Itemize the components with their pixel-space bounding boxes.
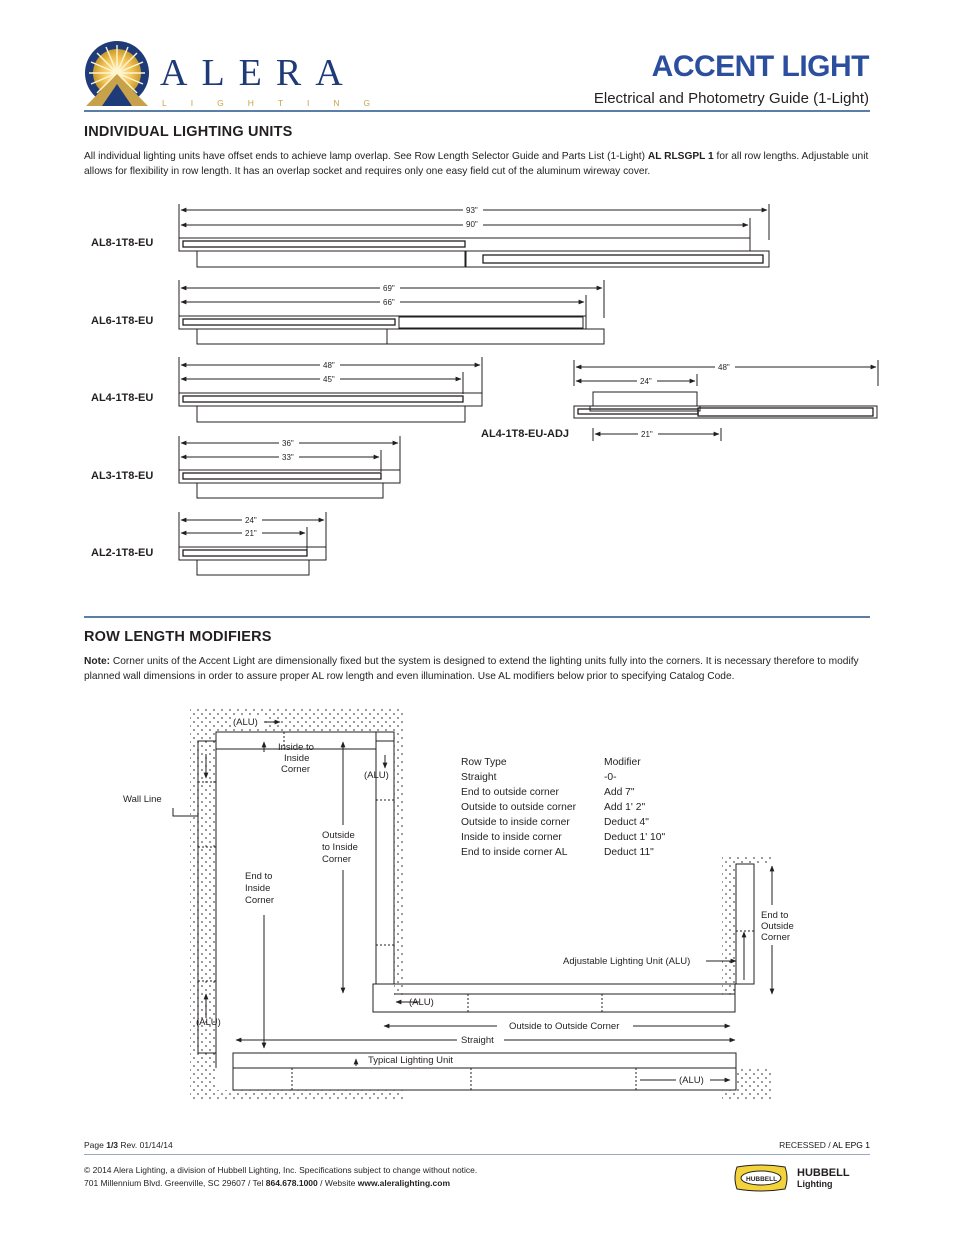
page-prefix: Page [84, 1140, 107, 1150]
al3-overall-dim: 36" [282, 439, 294, 448]
row-modifier: Deduct 4" [604, 817, 649, 828]
row-modifier: Deduct 1' 10" [604, 832, 666, 843]
hubbell-badge-text: HUBBELL [746, 1176, 778, 1183]
al8-inner-dim: 90" [466, 220, 478, 229]
modifiers-note [84, 654, 870, 684]
inside-inside-label-2: Inside [284, 753, 310, 764]
address-line [84, 1178, 450, 1188]
inside-inside-label-3: Corner [281, 764, 311, 775]
alu-label-mid: (ALU) [409, 997, 434, 1008]
row-type: End to inside corner AL [461, 847, 568, 858]
header-rule [84, 110, 870, 112]
page-title: ACCENT LIGHT [651, 50, 869, 83]
section-rule [84, 616, 870, 618]
unit-label-al6: AL6-1T8-EU [91, 315, 154, 327]
alu-label-top: (ALU) [233, 717, 258, 728]
outside-inside-label-3: Corner [322, 854, 352, 865]
al4-inner-dim: 45" [323, 375, 335, 384]
table-col-modifier: Modifier [604, 757, 641, 768]
page-info [84, 1140, 173, 1150]
adj-mid-dim: 24" [640, 377, 652, 386]
adj-cut-dim: 21" [641, 430, 653, 439]
page-number: 1/3 [106, 1140, 119, 1150]
sunburst-logo-icon [82, 40, 395, 110]
end-inside-label-1: End to [245, 871, 273, 882]
end-inside-label-2: Inside [245, 883, 271, 894]
end-outside-label-2: Outside [761, 921, 794, 932]
unit-label-al4: AL4-1T8-EU [91, 392, 154, 404]
row-type: Outside to inside corner [461, 817, 570, 828]
footer-rule [84, 1154, 870, 1155]
units-heading: INDIVIDUAL LIGHTING UNITS [84, 124, 293, 140]
al8-overall-dim: 93" [466, 206, 478, 215]
row-type: Inside to inside corner [461, 832, 562, 843]
al6-inner-dim: 66" [383, 298, 395, 307]
brand-name: ALERA [160, 52, 357, 94]
al2-overall-dim: 24" [245, 516, 257, 525]
hubbell-name: HUBBELL [797, 1167, 850, 1179]
note-label: Note: [84, 656, 111, 667]
al6-overall-dim: 69" [383, 284, 395, 293]
row-type: Straight [461, 772, 497, 783]
units-drawings [0, 195, 954, 580]
doc-category: RECESSED / [779, 1140, 833, 1150]
alu-label-right: (ALU) [364, 770, 389, 781]
row-type: Outside to outside corner [461, 802, 577, 813]
table-col-row-type: Row Type [461, 757, 507, 768]
al4-adj-drawing [574, 360, 878, 441]
end-outside-label-3: Corner [761, 932, 791, 943]
typical-unit-label: Typical Lighting Unit [368, 1055, 454, 1066]
al2-inner-dim: 21" [245, 529, 257, 538]
alu-label-bottom: (ALU) [679, 1075, 704, 1086]
note-text: Corner units of the Accent Light are dimensionally fixed but the system is designed to extend the lighting units fully into the corners. It is necessary therefore to modify planned wall dimensions in order to assure proper AL row length and even illumination. Use AL modifiers below prior to specifying Catalog Code. [84, 656, 859, 682]
outside-inside-label-2: to Inside [322, 842, 358, 853]
straight-label: Straight [461, 1035, 494, 1046]
alera-logo [82, 40, 395, 110]
wall-line-label: Wall Line [123, 794, 162, 805]
page-subtitle: Electrical and Photometry Guide (1-Light) [593, 90, 869, 107]
unit-label-al2: AL2-1T8-EU [91, 547, 154, 559]
brand-tagline: LIGHTING [162, 98, 395, 108]
row-modifier: Add 7" [604, 787, 635, 798]
row-modifier: Deduct 11" [604, 847, 654, 858]
row-type: End to outside corner [461, 787, 559, 798]
inside-inside-label-1: Inside to [278, 742, 314, 753]
address: 701 Millennium Blvd. Greenville, SC 29607 / Tel [84, 1178, 266, 1188]
unit-label-al3: AL3-1T8-EU [91, 470, 154, 482]
outside-outside-label: Outside to Outside Corner [509, 1021, 620, 1032]
adj-overall-dim: 48" [718, 363, 730, 372]
end-inside-label-3: Corner [245, 895, 275, 906]
row-modifier: Add 1' 2" [604, 802, 646, 813]
units-intro-pre: All individual lighting units have offset ends to achieve lamp overlap. See Row Length Selector Guide and Parts List (1-Light) [84, 151, 648, 162]
phone: 864.678.1000 [265, 1178, 318, 1188]
hubbell-sub: Lighting [797, 1179, 833, 1189]
doc-code-value: AL EPG 1 [832, 1140, 870, 1150]
end-outside-label-1: End to [761, 910, 789, 921]
doc-code [779, 1140, 870, 1150]
hubbell-logo-icon [735, 1163, 875, 1193]
website-link[interactable]: www.aleralighting.com [357, 1178, 451, 1188]
hubbell-logo [735, 1163, 875, 1193]
row-length-diagram [0, 700, 954, 1110]
adjustable-unit-label: Adjustable Lighting Unit (ALU) [563, 956, 691, 967]
modifiers-heading: ROW LENGTH MODIFIERS [84, 629, 272, 645]
web-prefix: / Website [317, 1178, 358, 1188]
alu-label-left: (ALU) [196, 1017, 221, 1028]
units-intro [84, 149, 874, 179]
revision: Rev. 01/14/14 [118, 1140, 173, 1150]
copyright: © 2014 Alera Lighting, a division of Hubbell Lighting, Inc. Specifications subject to change without notice. [84, 1165, 478, 1175]
al3-inner-dim: 33" [282, 453, 294, 462]
outside-inside-label-1: Outside [322, 830, 355, 841]
unit-label-al8: AL8-1T8-EU [91, 237, 154, 249]
al4-overall-dim: 48" [323, 361, 335, 370]
units-intro-post: for all row lengths. Adjustable unit allows for flexibility in row length. It has an overlap socket and requires only one easy field cut of the aluminum wireway cover. [84, 151, 869, 177]
row-modifier: -0- [604, 772, 617, 783]
units-intro-bold: AL RLSGPL 1 [647, 151, 714, 162]
unit-label-al4-adj: AL4-1T8-EU-ADJ [481, 428, 570, 440]
